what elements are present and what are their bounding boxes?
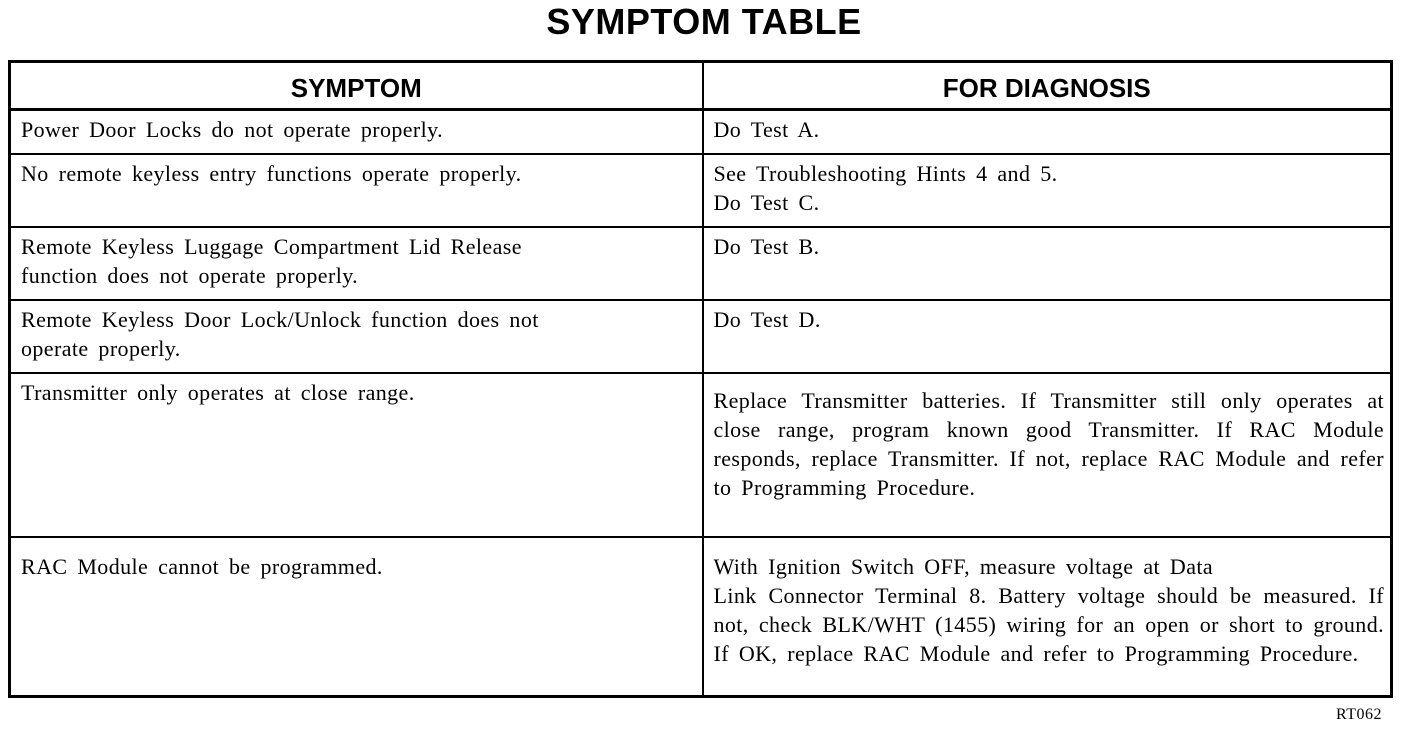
diagnosis-text: Do Test D.: [713, 306, 821, 332]
symptom-text: Transmitter only operates at close range.: [21, 379, 415, 405]
diagnosis-text: Do Test A.: [713, 117, 820, 142]
page-title: SYMPTOM TABLE: [546, 1, 862, 42]
symptom-text: operate properly.: [21, 335, 181, 361]
symptom-cell: [10, 227, 703, 300]
diagnosis-cell: [703, 110, 1392, 154]
table-row: [10, 227, 1392, 300]
diagnosis-cell: [703, 227, 1392, 300]
symptom-text: RAC Module cannot be programmed.: [21, 553, 383, 579]
symptom-text: No remote keyless entry functions operate properly.: [21, 160, 522, 186]
diagnosis-text: Link Connector Terminal 8. Battery voltage should be measured. If not, check BLK/WHT (1455) wiring for an open or short to ground. If OK, replace RAC Module and refer to Programming Procedure.: [713, 582, 1384, 666]
symptom-text: function does not operate properly.: [21, 262, 359, 288]
symptom-table: [8, 60, 1393, 698]
symptom-cell: [10, 300, 703, 373]
diagnosis-text: Replace Transmitter batteries. If Transmitter still only operates at close range, program known good Transmitter. If RAC Module responds, replace Transmitter. If not, replace RAC Module and refer to Programming Procedure.: [713, 387, 1384, 500]
symptom-cell: [10, 537, 703, 697]
diagnosis-cell: [703, 300, 1392, 373]
diagnosis-cell: [703, 373, 1392, 537]
table-row: [10, 300, 1392, 373]
diagnosis-cell: [703, 154, 1392, 227]
table-row: [10, 110, 1392, 154]
symptom-column-header: SYMPTOM: [10, 62, 703, 110]
symptom-text: Remote Keyless Door Lock/Unlock function does not: [21, 306, 539, 332]
reference-code: RT062: [1336, 706, 1382, 723]
symptom-text: Remote Keyless Luggage Compartment Lid Release: [21, 233, 522, 259]
table-row: [10, 537, 1392, 697]
symptom-text: Power Door Locks do not operate properly.: [21, 117, 444, 142]
diagnosis-cell: [703, 537, 1392, 697]
diagnosis-text: Do Test C.: [713, 189, 820, 215]
symptom-cell: [10, 110, 703, 154]
symptom-cell: [10, 373, 703, 537]
diagnosis-text: With Ignition Switch OFF, measure voltage at Data: [713, 553, 1214, 579]
table-row: [10, 373, 1392, 537]
symptom-cell: [10, 154, 703, 227]
diagnosis-text: See Troubleshooting Hints 4 and 5.: [713, 160, 1058, 186]
diagnosis-column-header: FOR DIAGNOSIS: [703, 62, 1392, 110]
table-row: [10, 154, 1392, 227]
diagnosis-text: Do Test B.: [713, 233, 820, 259]
table-header-row: [10, 62, 1392, 110]
